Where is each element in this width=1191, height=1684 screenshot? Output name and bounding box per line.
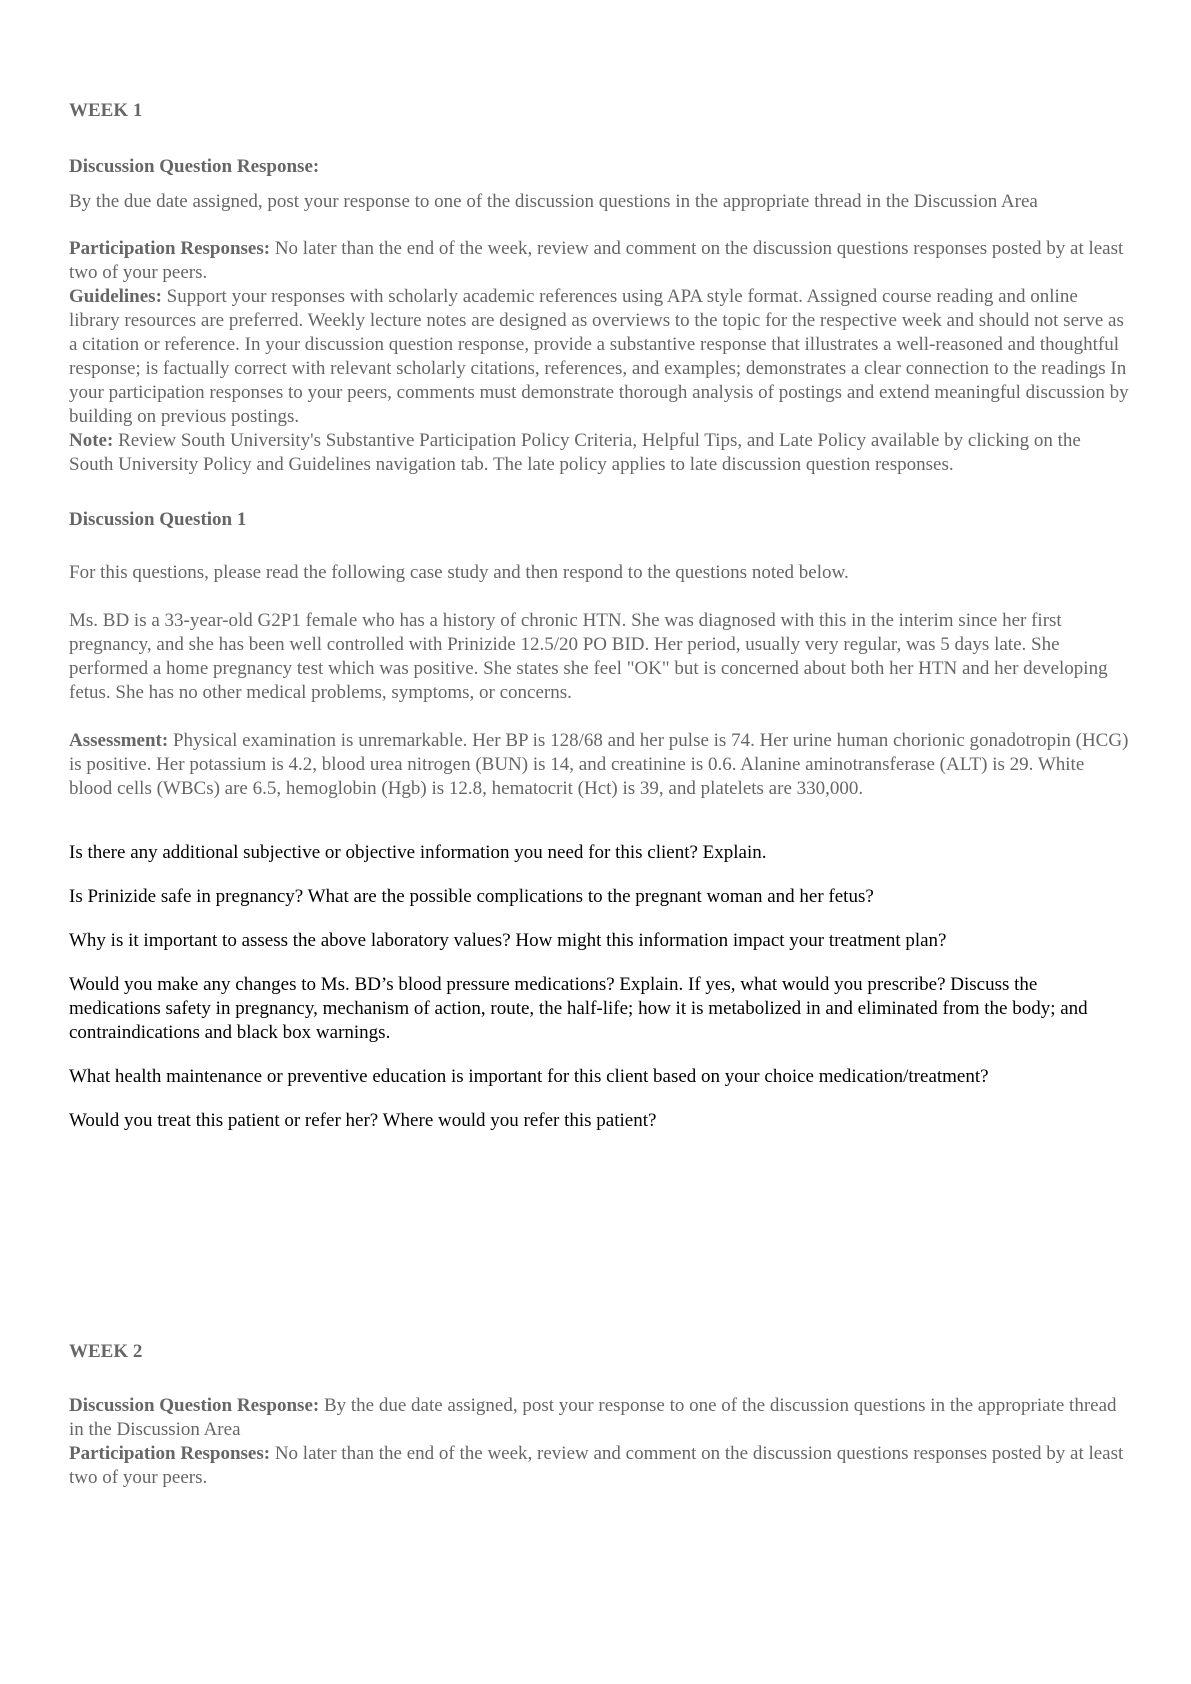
question-3: Why is it important to assess the above laboratory values? How might this information impact your treatment plan?	[69, 930, 947, 951]
note-text: Review South University's Substantive Participation Policy Criteria, Helpful Tips, and Late Policy available by clicking on the South University Policy and Guidelines navigation tab. The late policy applies to late discussion question responses.	[69, 430, 1081, 475]
guidelines-text: Support your responses with scholarly academic references using APA style format. Assigned course reading and online library resources are preferred. Weekly lecture notes are designed as overviews to the topic for the respective week and should not serve as a citation or reference. In your discussion question response, provide a substantive response that illustrates a well-reasoned and thoughtful response; is factually correct with relevant scholarly citations, references, and examples; demonstrates a clear connection to the readings In your participation responses to your peers, comments must demonstrate thorough analysis of postings and extend meaningful discussion by building on previous postings.	[69, 286, 1129, 427]
question-5: What health maintenance or preventive education is important for this client based on your choice medication/treatment?	[69, 1066, 989, 1087]
question-6: Would you treat this patient or refer her? Where would you refer this patient?	[69, 1110, 657, 1131]
note-label: Note:	[69, 430, 114, 451]
week-2-participation-paragraph	[69, 1442, 1129, 1490]
week-2-dqr-text: By the due date assigned, post your response to one of the discussion questions in the appropriate thread in the Discussion Area	[69, 1395, 1117, 1440]
guidelines-label: Guidelines:	[69, 286, 162, 307]
week-1-title: WEEK 1	[69, 100, 143, 121]
discussion-question-response-text: By the due date assigned, post your response to one of the discussion questions in the appropriate thread in the Discussion Area	[69, 191, 1038, 212]
question-1: Is there any additional subjective or objective information you need for this client? Explain.	[69, 842, 767, 863]
question-2: Is Prinizide safe in pregnancy? What are the possible complications to the pregnant woman and her fetus?	[69, 886, 874, 907]
note-paragraph	[69, 429, 1129, 477]
discussion-question-1-heading: Discussion Question 1	[69, 509, 247, 530]
week-2-participation-text: No later than the end of the week, review and comment on the discussion questions responses posted by at least two of your peers.	[69, 1443, 1124, 1488]
case-study-text: Ms. BD is a 33-year-old G2P1 female who has a history of chronic HTN. She was diagnosed with this in the interim since her first pregnancy, and she has been well controlled with Prinizide 12.5/20 PO BID. Her period, usually very regular, was 5 days late. She performed a home pregnancy test which was positive. She states she feel "OK" but is concerned about both her HTN and her developing fetus. She has no other medical problems, symptoms, or concerns.	[69, 610, 1108, 703]
week-2-participation-label: Participation Responses:	[69, 1443, 271, 1464]
discussion-question-response-heading: Discussion Question Response:	[69, 156, 320, 177]
participation-text: No later than the end of the week, review and comment on the discussion questions responses posted by at least two of your peers.	[69, 238, 1124, 283]
participation-guidelines-note-block	[69, 237, 1129, 477]
participation-paragraph	[69, 237, 1129, 285]
case-study-intro: For this questions, please read the following case study and then respond to the questions noted below.	[69, 562, 849, 583]
assessment-text: Physical examination is unremarkable. Her BP is 128/68 and her pulse is 74. Her urine human chorionic gonadotropin (HCG) is positive. Her potassium is 4.2, blood urea nitrogen (BUN) is 14, and creatinine is 0.6. Alanine aminotransferase (ALT) is 29. White blood cells (WBCs) are 6.5, hemoglobin (Hgb) is 12.8, hematocrit (Hct) is 39, and platelets are 330,000.	[69, 730, 1129, 799]
week-2-dqr-paragraph	[69, 1394, 1129, 1442]
week-2-block	[69, 1394, 1129, 1490]
question-4: Would you make any changes to Ms. BD’s blood pressure medications? Explain. If yes, what would you prescribe? Discuss the medications safety in pregnancy, mechanism of action, route, the half-life; how it is metabolized in and eliminated from the body; and contraindications and black box warnings.	[69, 974, 1088, 1043]
guidelines-paragraph	[69, 285, 1129, 429]
participation-label: Participation Responses:	[69, 238, 271, 259]
assessment-paragraph	[69, 729, 1129, 801]
assessment-label: Assessment:	[69, 730, 169, 751]
week-2-title: WEEK 2	[69, 1341, 143, 1362]
week-2-dqr-label: Discussion Question Response:	[69, 1395, 320, 1416]
